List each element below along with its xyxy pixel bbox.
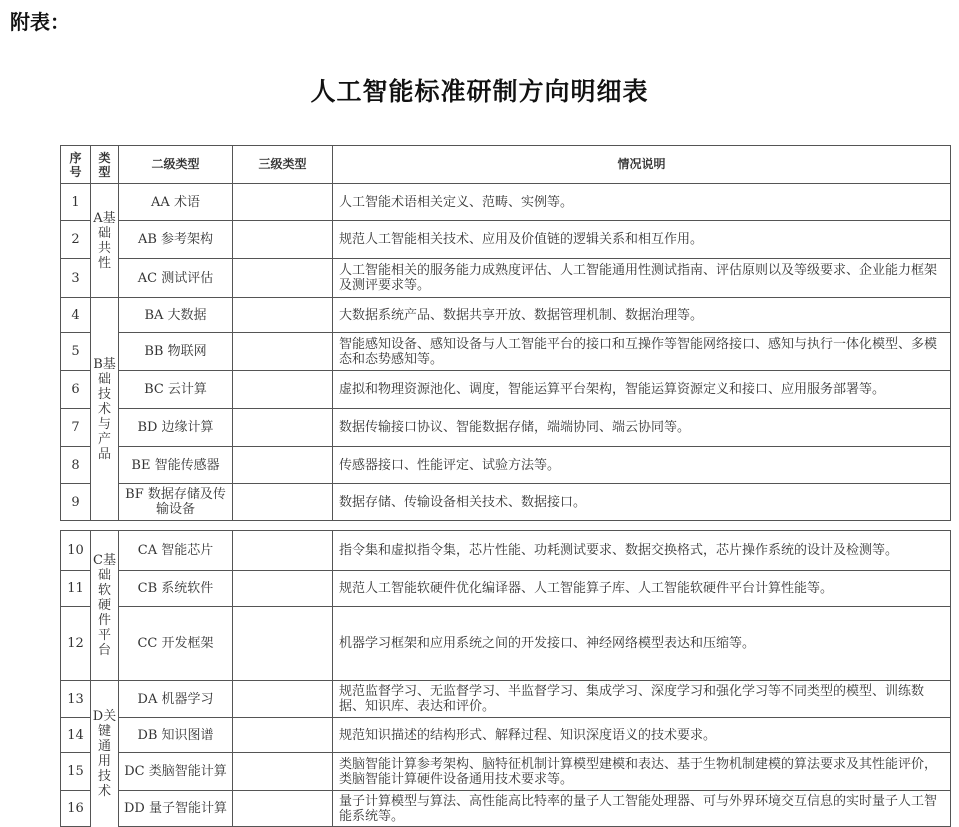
description: 规范人工智能相关技术、应用及价值链的逻辑关系和相互作用。: [333, 221, 951, 259]
row-number: 11: [61, 571, 91, 607]
level2-name: DA 机器学习: [119, 681, 233, 718]
page-title: 人工智能标准研制方向明细表: [310, 77, 649, 106]
table-row: [61, 298, 951, 333]
level3-cell: [233, 484, 333, 521]
description: 数据传输接口协议、智能数据存储，端端协同、端云协同等。: [333, 409, 951, 447]
header-desc: 情况说明: [333, 146, 951, 184]
standards-table-part-1: [60, 145, 951, 521]
level3-cell: [233, 718, 333, 753]
level3-cell: [233, 333, 333, 371]
description: 机器学习框架和应用系统之间的开发接口、神经网络模型表达和压缩等。: [333, 607, 951, 681]
level3-cell: [233, 447, 333, 484]
table-row: [61, 753, 951, 791]
level2-name: BB 物联网: [119, 333, 233, 371]
table-row: [61, 571, 951, 607]
header-level3: 三级类型: [233, 146, 333, 184]
category-b: B基础技术与产品: [91, 298, 119, 521]
level2-name: BF 数据存储及传输设备: [119, 484, 233, 521]
table-row: [61, 184, 951, 221]
level3-cell: [233, 753, 333, 791]
category-a: A基础共性: [91, 184, 119, 298]
level3-cell: [233, 298, 333, 333]
header-level2: 二级类型: [119, 146, 233, 184]
level3-cell: [233, 259, 333, 298]
header-type: 类型: [91, 146, 119, 184]
level2-name: CB 系统软件: [119, 571, 233, 607]
level2-name: CC 开发框架: [119, 607, 233, 681]
table-row: [61, 718, 951, 753]
level2-name: DC 类脑智能计算: [119, 753, 233, 791]
level3-cell: [233, 607, 333, 681]
row-number: 3: [61, 259, 91, 298]
description: 类脑智能计算参考架构、脑特征机制计算模型建模和表达、基于生物机制建模的算法要求及其性能评价，类脑智能计算硬件设备通用技术要求等。: [333, 753, 951, 791]
table-header-row: [61, 146, 951, 184]
level3-cell: [233, 681, 333, 718]
category-c: C基础软硬件平台: [91, 531, 119, 681]
table-row: [61, 484, 951, 521]
table-row: [61, 259, 951, 298]
table-row: [61, 221, 951, 259]
level2-name: BE 智能传感器: [119, 447, 233, 484]
level3-cell: [233, 221, 333, 259]
level2-name: BA 大数据: [119, 298, 233, 333]
level2-name: CA 智能芯片: [119, 531, 233, 571]
level2-name: AB 参考架构: [119, 221, 233, 259]
description: 智能感知设备、感知设备与人工智能平台的接口和互操作等智能网络接口、感知与执行一体化模型、多模态和态势感知等。: [333, 333, 951, 371]
row-number: 13: [61, 681, 91, 718]
row-number: 16: [61, 791, 91, 827]
row-number: 5: [61, 333, 91, 371]
description: 大数据系统产品、数据共享开放、数据管理机制、数据治理等。: [333, 298, 951, 333]
row-number: 14: [61, 718, 91, 753]
row-number: 15: [61, 753, 91, 791]
row-number: 6: [61, 371, 91, 409]
table-row: [61, 791, 951, 827]
table-row: [61, 531, 951, 571]
table-row: [61, 371, 951, 409]
level2-name: AA 术语: [119, 184, 233, 221]
description: 量子计算模型与算法、高性能高比特率的量子人工智能处理器、可与外界环境交互信息的实时量子人工智能系统等。: [333, 791, 951, 827]
row-number: 8: [61, 447, 91, 484]
standards-table-part-2: [60, 530, 951, 827]
level2-name: DD 量子智能计算: [119, 791, 233, 827]
description: 人工智能相关的服务能力成熟度评估、人工智能通用性测试指南、评估原则以及等级要求、企业能力框架及测评要求等。: [333, 259, 951, 298]
description: 数据存储、传输设备相关技术、数据接口。: [333, 484, 951, 521]
description: 规范监督学习、无监督学习、半监督学习、集成学习、深度学习和强化学习等不同类型的模型、训练数据、知识库、表达和评价。: [333, 681, 951, 718]
table-row: [61, 409, 951, 447]
level3-cell: [233, 371, 333, 409]
row-number: 12: [61, 607, 91, 681]
level2-name: AC 测试评估: [119, 259, 233, 298]
description: 指令集和虚拟指令集，芯片性能、功耗测试要求、数据交换格式，芯片操作系统的设计及检测等。: [333, 531, 951, 571]
level3-cell: [233, 409, 333, 447]
row-number: 10: [61, 531, 91, 571]
level2-name: DB 知识图谱: [119, 718, 233, 753]
appendix-label: 附表：: [10, 10, 70, 34]
table-row: [61, 681, 951, 718]
description: 规范人工智能软硬件优化编译器、人工智能算子库、人工智能软硬件平台计算性能等。: [333, 571, 951, 607]
description: 规范知识描述的结构形式、解释过程、知识深度语义的技术要求。: [333, 718, 951, 753]
level3-cell: [233, 184, 333, 221]
row-number: 9: [61, 484, 91, 521]
description: 传感器接口、性能评定、试验方法等。: [333, 447, 951, 484]
level3-cell: [233, 791, 333, 827]
category-d: D关键通用技术: [91, 681, 119, 827]
level2-name: BC 云计算: [119, 371, 233, 409]
row-number: 7: [61, 409, 91, 447]
description: 虚拟和物理资源池化、调度，智能运算平台架构，智能运算资源定义和接口、应用服务部署等。: [333, 371, 951, 409]
table-row: [61, 333, 951, 371]
row-number: 1: [61, 184, 91, 221]
level2-name: BD 边缘计算: [119, 409, 233, 447]
description: 人工智能术语相关定义、范畴、实例等。: [333, 184, 951, 221]
level3-cell: [233, 571, 333, 607]
table-row: [61, 607, 951, 681]
table-row: [61, 447, 951, 484]
level3-cell: [233, 531, 333, 571]
row-number: 2: [61, 221, 91, 259]
row-number: 4: [61, 298, 91, 333]
header-seq: 序号: [61, 146, 91, 184]
